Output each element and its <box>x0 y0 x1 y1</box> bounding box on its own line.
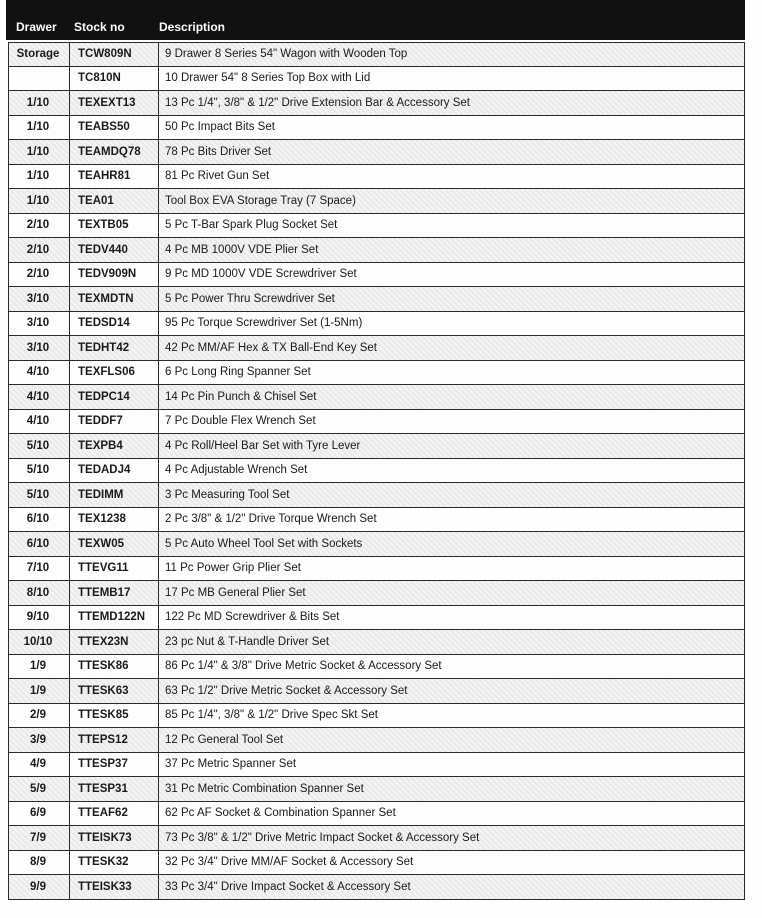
drawer-cell: 3/10 <box>26 317 50 330</box>
table-row <box>8 287 745 312</box>
stock-no-cell: TTESP31 <box>69 777 159 801</box>
table-row <box>8 410 745 435</box>
drawer-cell: 5/10 <box>26 439 50 452</box>
description-cell: 9 Drawer 8 Series 54" Wagon with Wooden Top <box>165 48 408 61</box>
description-cell: 85 Pc 1/4", 3/8" & 1/2" Drive Spec Skt Set <box>165 709 378 722</box>
drawer-cell: Storage <box>16 48 60 61</box>
table-row <box>8 606 745 631</box>
table-header <box>6 0 745 40</box>
table-row <box>8 385 745 410</box>
drawer-cell: 1/10 <box>26 121 50 134</box>
drawer-cell: 7/10 <box>26 562 50 575</box>
description-cell: 62 Pc AF Socket & Combination Spanner Set <box>165 807 396 820</box>
table-row <box>8 679 745 704</box>
description-cell: 4 Pc Adjustable Wrench Set <box>165 464 308 477</box>
table-body <box>8 42 745 900</box>
table-row <box>8 802 745 827</box>
table-row <box>8 140 745 165</box>
description-cell: 5 Pc T-Bar Spark Plug Socket Set <box>165 219 338 232</box>
stock-no-cell: TEDADJ4 <box>69 459 159 483</box>
drawer-cell: 9/9 <box>30 880 46 893</box>
stock-no-cell: TC810N <box>69 67 159 91</box>
header-drawer: Drawer <box>16 20 57 34</box>
drawer-cell: 1/10 <box>26 145 50 158</box>
stock-no-cell: TEAHR81 <box>69 165 159 189</box>
stock-no-cell: TEDDF7 <box>69 410 159 434</box>
drawer-cell: 5/10 <box>26 464 50 477</box>
stock-no-cell: TTESK86 <box>69 655 159 679</box>
drawer-cell: 4/10 <box>26 366 50 379</box>
stock-no-cell: TEDV909N <box>69 263 159 287</box>
stock-no-cell: TTEX23N <box>69 630 159 654</box>
description-cell: 2 Pc 3/8" & 1/2" Drive Torque Wrench Set <box>165 513 377 526</box>
stock-no-cell: TEABS50 <box>69 116 159 140</box>
drawer-cell: 3/9 <box>30 733 46 746</box>
description-cell: 122 Pc MD Screwdriver & Bits Set <box>165 611 340 624</box>
description-cell: 42 Pc MM/AF Hex & TX Ball-End Key Set <box>165 341 377 354</box>
drawer-cell: 6/10 <box>26 537 50 550</box>
drawer-cell: 7/9 <box>30 831 46 844</box>
stock-no-cell: TEXMDTN <box>69 287 159 311</box>
drawer-cell: 3/10 <box>26 341 50 354</box>
table-row <box>8 581 745 606</box>
drawer-cell: 10/10 <box>23 635 53 648</box>
table-row <box>8 165 745 190</box>
drawer-cell: 4/10 <box>26 415 50 428</box>
stock-no-cell: TTEMB17 <box>69 581 159 605</box>
stock-no-cell: TEDSD14 <box>69 312 159 336</box>
table-row <box>8 214 745 239</box>
drawer-cell: 1/10 <box>26 96 50 109</box>
description-cell: 6 Pc Long Ring Spanner Set <box>165 366 311 379</box>
table-row <box>8 336 745 361</box>
description-cell: 31 Pc Metric Combination Spanner Set <box>165 782 364 795</box>
description-cell: 13 Pc 1/4", 3/8" & 1/2" Drive Extension Bar & Accessory Set <box>165 96 471 109</box>
description-cell: 63 Pc 1/2" Drive Metric Socket & Accessory Set <box>165 684 408 697</box>
table-row <box>8 263 745 288</box>
stock-no-cell: TEDV440 <box>69 238 159 262</box>
table-row <box>8 189 745 214</box>
drawer-cell: 3/10 <box>26 292 50 305</box>
table-row <box>8 557 745 582</box>
drawer-cell: 4/9 <box>30 758 46 771</box>
drawer-cell <box>9 67 67 91</box>
description-cell: 14 Pc Pin Punch & Chisel Set <box>165 390 317 403</box>
description-cell: 17 Pc MB General Plier Set <box>165 586 306 599</box>
description-cell: 4 Pc Roll/Heel Bar Set with Tyre Lever <box>165 439 361 452</box>
description-cell: 12 Pc General Tool Set <box>165 733 284 746</box>
description-cell: 50 Pc Impact Bits Set <box>165 121 275 134</box>
drawer-cell: 1/10 <box>26 194 50 207</box>
stock-no-cell: TEXW05 <box>69 532 159 556</box>
drawer-cell: 6/10 <box>26 513 50 526</box>
table-row <box>8 312 745 337</box>
drawer-cell: 8/10 <box>26 586 50 599</box>
description-cell: 5 Pc Auto Wheel Tool Set with Sockets <box>165 537 363 550</box>
table-row <box>8 91 745 116</box>
header-stock-no: Stock no <box>74 20 125 34</box>
description-cell: Tool Box EVA Storage Tray (7 Space) <box>165 194 356 207</box>
description-cell: 7 Pc Double Flex Wrench Set <box>165 415 316 428</box>
table-row <box>8 508 745 533</box>
table-row <box>8 434 745 459</box>
stock-no-cell: TTEISK33 <box>69 875 159 899</box>
description-cell: 10 Drawer 54" 8 Series Top Box with Lid <box>165 72 371 85</box>
table-row <box>8 753 745 778</box>
stock-no-cell: TTEMD122N <box>69 606 159 630</box>
stock-no-cell: TTEISK73 <box>69 826 159 850</box>
description-cell: 3 Pc Measuring Tool Set <box>165 488 290 501</box>
table-row <box>8 875 745 900</box>
drawer-cell: 9/10 <box>26 611 50 624</box>
stock-no-cell: TEA01 <box>69 189 159 213</box>
stock-no-cell: TTEAF62 <box>69 802 159 826</box>
drawer-cell: 4/10 <box>26 390 50 403</box>
table-row <box>8 361 745 386</box>
description-cell: 95 Pc Torque Screwdriver Set (1-5Nm) <box>165 317 363 330</box>
stock-no-cell: TEXEXT13 <box>69 91 159 115</box>
description-cell: 23 pc Nut & T-Handle Driver Set <box>165 635 330 648</box>
description-cell: 86 Pc 1/4" & 3/8" Drive Metric Socket & Accessory Set <box>165 660 442 673</box>
description-cell: 4 Pc MB 1000V VDE Plier Set <box>165 243 319 256</box>
drawer-cell: 2/10 <box>26 219 50 232</box>
header-description: Description <box>159 20 226 34</box>
stock-no-cell: TEDPC14 <box>69 385 159 409</box>
stock-no-cell: TEXTB05 <box>69 214 159 238</box>
stock-no-cell: TTEVG11 <box>69 557 159 581</box>
drawer-cell: 6/9 <box>30 807 46 820</box>
stock-no-cell: TTESK32 <box>69 851 159 875</box>
table-row <box>8 777 745 802</box>
drawer-cell: 1/9 <box>30 684 46 697</box>
description-cell: 37 Pc Metric Spanner Set <box>165 758 297 771</box>
drawer-cell: 2/9 <box>30 709 46 722</box>
stock-no-cell: TEAMDQ78 <box>69 140 159 164</box>
stock-no-cell: TTESK63 <box>69 679 159 703</box>
table-row <box>8 238 745 263</box>
table-row <box>8 116 745 141</box>
drawer-cell: 8/9 <box>30 856 46 869</box>
table-row <box>8 630 745 655</box>
table-row <box>8 42 745 67</box>
drawer-cell: 5/9 <box>30 782 46 795</box>
stock-no-cell: TEDIMM <box>69 483 159 507</box>
description-cell: 78 Pc Bits Driver Set <box>165 145 272 158</box>
table-row <box>8 483 745 508</box>
drawer-cell: 5/10 <box>26 488 50 501</box>
description-cell: 9 Pc MD 1000V VDE Screwdriver Set <box>165 268 357 281</box>
stock-no-cell: TTEPS12 <box>69 728 159 752</box>
description-cell: 73 Pc 3/8" & 1/2" Drive Metric Impact Socket & Accessory Set <box>165 831 480 844</box>
description-cell: 81 Pc Rivet Gun Set <box>165 170 270 183</box>
stock-no-cell: TEXPB4 <box>69 434 159 458</box>
table-row <box>8 655 745 680</box>
stock-no-cell: TEX1238 <box>69 508 159 532</box>
description-cell: 11 Pc Power Grip Plier Set <box>165 562 301 575</box>
drawer-cell: 2/10 <box>26 243 50 256</box>
drawer-cell: 2/10 <box>26 268 50 281</box>
drawer-cell: 1/9 <box>30 660 46 673</box>
table-row <box>8 826 745 851</box>
description-cell: 5 Pc Power Thru Screwdriver Set <box>165 292 335 305</box>
table-row <box>8 704 745 729</box>
table-row <box>8 851 745 876</box>
stock-no-cell: TTESP37 <box>69 753 159 777</box>
table-row <box>8 532 745 557</box>
table-row <box>8 728 745 753</box>
stock-no-cell: TEDHT42 <box>69 336 159 360</box>
stock-no-cell: TCW809N <box>69 43 159 66</box>
table-row <box>8 459 745 484</box>
drawer-cell: 1/10 <box>26 170 50 183</box>
table-row <box>8 67 745 92</box>
stock-no-cell: TEXFLS06 <box>69 361 159 385</box>
stock-no-cell: TTESK85 <box>69 704 159 728</box>
description-cell: 33 Pc 3/4" Drive Impact Socket & Accessory Set <box>165 880 411 893</box>
description-cell: 32 Pc 3/4" Drive MM/AF Socket & Accessory Set <box>165 856 414 869</box>
